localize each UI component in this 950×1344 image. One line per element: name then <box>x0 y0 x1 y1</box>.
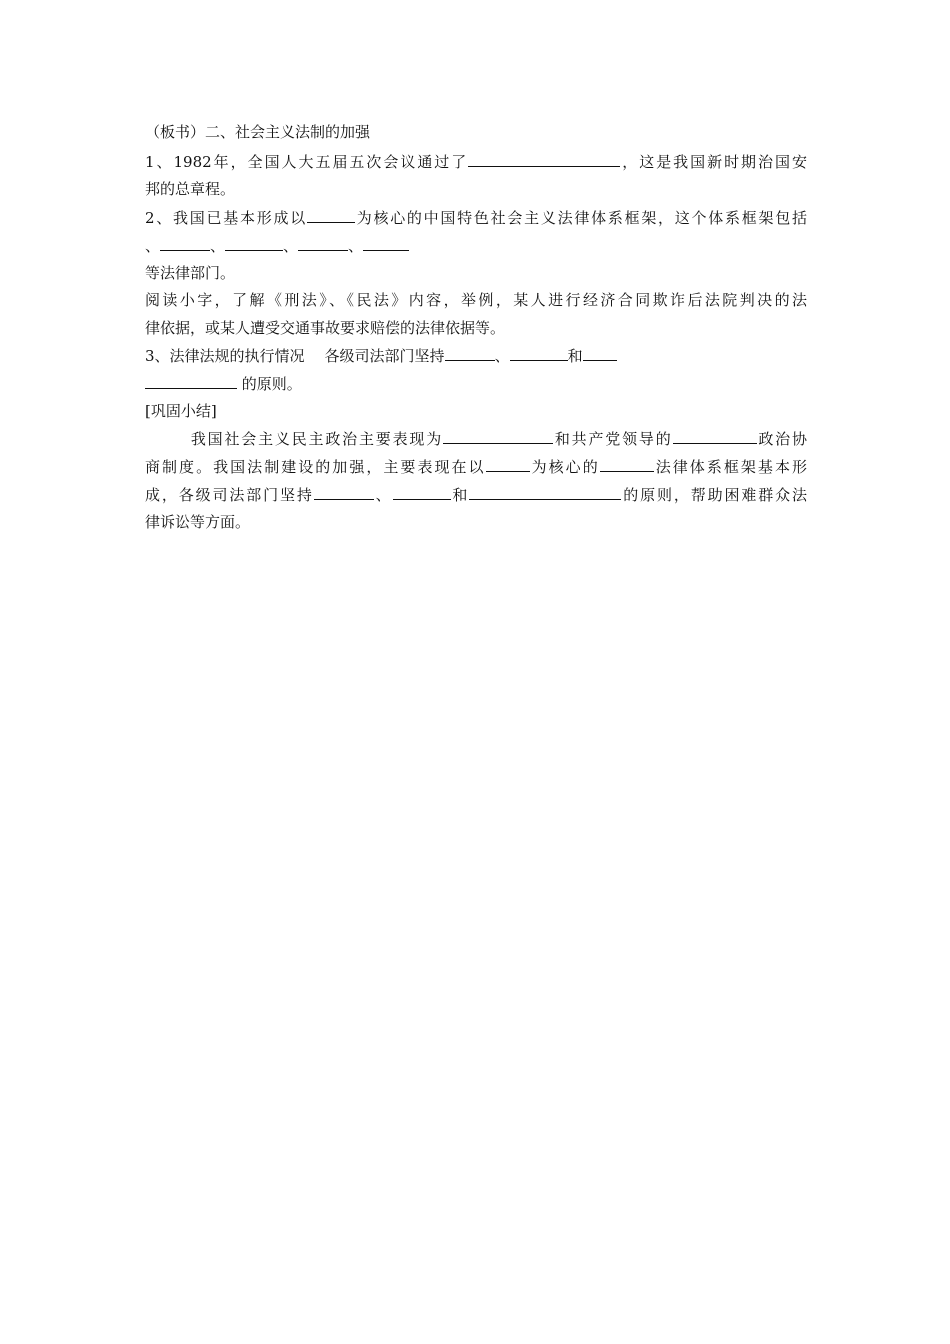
item-2-text-end: 为核心的中国特色社会主义法律体系框架，这个体系框架包括 <box>354 209 807 227</box>
item-2-line-2 <box>145 236 807 256</box>
summary-text: 我国社会主义民主政治主要表现为 <box>189 430 444 448</box>
fill-blank[interactable] <box>673 429 757 444</box>
separator: 、 <box>145 237 161 255</box>
summary-line-2 <box>145 457 807 477</box>
summary-text: 法律体系框架基本形 <box>653 458 807 476</box>
fill-blank[interactable] <box>486 457 530 472</box>
fill-blank[interactable] <box>583 346 617 361</box>
conjunction: 和 <box>450 486 470 504</box>
item-3-line-2 <box>145 374 807 394</box>
summary-title <box>145 402 807 421</box>
fill-blank[interactable] <box>443 429 553 444</box>
summary-text: 政治协 <box>756 430 807 448</box>
fill-blank[interactable] <box>225 236 283 251</box>
item-1-line-2 <box>145 180 807 199</box>
separator: 、 <box>494 347 510 365</box>
separator: 、 <box>373 486 393 504</box>
conjunction: 和 <box>567 347 583 365</box>
item-1-text-cont: 邦的总章程。 <box>145 180 236 198</box>
reading-text: 阅读小字，了解《刑法》、《民法》内容，举例，某人进行经济合同欺诈后法院判决的法 <box>145 291 807 309</box>
item-3-title: 3、法律法规的执行情况 <box>145 347 305 365</box>
summary-text: 商制度。我国法制建设的加强，主要表现在以 <box>145 458 486 476</box>
fill-blank[interactable] <box>445 346 495 361</box>
summary-line-1 <box>145 429 807 449</box>
item-2-end-text: 等法律部门。 <box>145 264 236 282</box>
section-heading <box>145 123 807 142</box>
item-3-line-1 <box>145 346 807 366</box>
reading-text-cont: 律依据，或某人遭受交通事故要求赔偿的法律依据等。 <box>145 319 506 337</box>
separator: 、 <box>348 237 364 255</box>
fill-blank[interactable] <box>393 485 451 500</box>
summary-text: 的原则，帮助困难群众法 <box>621 486 807 504</box>
fill-blank[interactable] <box>468 152 620 167</box>
item-1-line-1 <box>145 152 807 172</box>
summary-text: 成，各级司法部门坚持 <box>145 486 314 504</box>
fill-blank[interactable] <box>307 208 355 223</box>
heading-text: （板书）二、社会主义法制的加强 <box>145 123 371 141</box>
fill-blank[interactable] <box>363 236 409 251</box>
item-2-text: 2、我国已基本形成以 <box>145 209 307 227</box>
summary-text: 律诉讼等方面。 <box>145 513 251 531</box>
fill-blank[interactable] <box>160 236 210 251</box>
fill-blank[interactable] <box>314 485 374 500</box>
summary-text: 为核心的 <box>529 458 600 476</box>
item-1-text: 1、1982年，全国人大五届五次会议通过了 <box>145 153 469 171</box>
fill-blank[interactable] <box>298 236 348 251</box>
summary-line-4 <box>145 513 807 532</box>
fill-blank[interactable] <box>469 485 621 500</box>
item-3-text: 各级司法部门坚持 <box>324 347 445 365</box>
reading-line-2 <box>145 319 807 338</box>
summary-line-3 <box>145 485 807 505</box>
item-3-end-text: 的原则。 <box>237 375 302 393</box>
item-2-line-1 <box>145 208 807 228</box>
reading-line-1 <box>145 291 807 310</box>
separator: 、 <box>283 237 299 255</box>
fill-blank[interactable] <box>510 346 568 361</box>
summary-text: 和共产党领导的 <box>553 430 673 448</box>
item-2-line-3 <box>145 264 807 283</box>
fill-blank[interactable] <box>600 457 654 472</box>
separator: 、 <box>210 237 226 255</box>
fill-blank[interactable] <box>145 374 237 389</box>
item-1-text-end: ，这是我国新时期治国安 <box>620 153 807 171</box>
summary-title-text: [巩固小结] <box>145 402 217 420</box>
